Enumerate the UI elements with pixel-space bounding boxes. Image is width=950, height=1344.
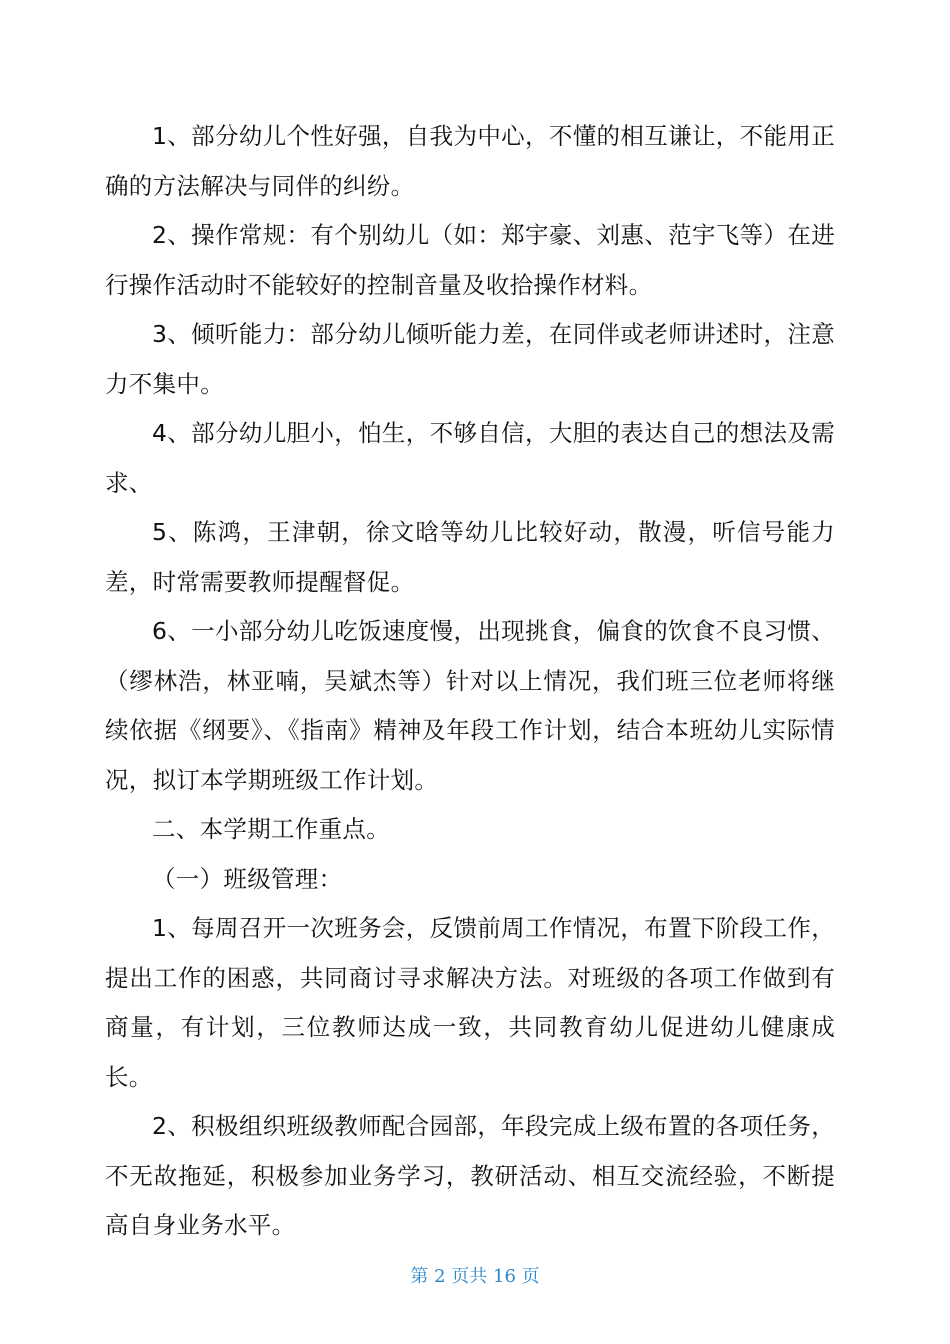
paragraph-management-2: 2、积极组织班级教师配合园部，年段完成上级布置的各项任务，不无故拖延，积极参加业务学习，教研活动、相互交流经验，不断提高自身业务水平。 [105,1112,835,1239]
paragraph-3: 3、倾听能力：部分幼儿倾听能力差，在同伴或老师讲述时，注意力不集中。 [105,320,835,398]
document-body [105,112,835,1251]
page-number-footer: 第 2 页共 16 页 [410,1266,540,1287]
paragraph-management-1: 1、每周召开一次班务会，反馈前周工作情况，布置下阶段工作，提出工作的困惑，共同商讨寻求解决方法。对班级的各项工作做到有商量，有计划，三位教师达成一致，共同教育幼儿促进幼儿健康成长。 [105,914,835,1091]
paragraph-4: 4、部分幼儿胆小，怕生，不够自信，大胆的表达自己的想法及需求、 [105,419,835,497]
paragraph-1: 1、部分幼儿个性好强，自我为中心，不懂的相互谦让，不能用正确的方法解决与同伴的纠纷。 [105,122,835,200]
paragraph-2: 2、操作常规：有个别幼儿（如：郑宇豪、刘惠、范宇飞等）在进行操作活动时不能较好的控制音量及收拾操作材料。 [105,221,835,299]
section-heading-work-focus: 二、本学期工作重点。 [152,815,390,843]
paragraph-6: 6、一小部分幼儿吃饭速度慢，出现挑食，偏食的饮食不良习惯、（缪林浩，林亚喃，吴斌杰等）针对以上情况，我们班三位老师将继续依据《纲要》、《指南》精神及年段工作计划，结合本班幼儿实际情况，拟订本学期班级工作计划。 [105,617,835,794]
paragraph-5: 5、陈鸿，王津朝，徐文晗等幼儿比较好动，散漫，听信号能力差，时常需要教师提醒督促。 [105,518,835,596]
subsection-heading-class-management: （一）班级管理： [152,864,343,893]
